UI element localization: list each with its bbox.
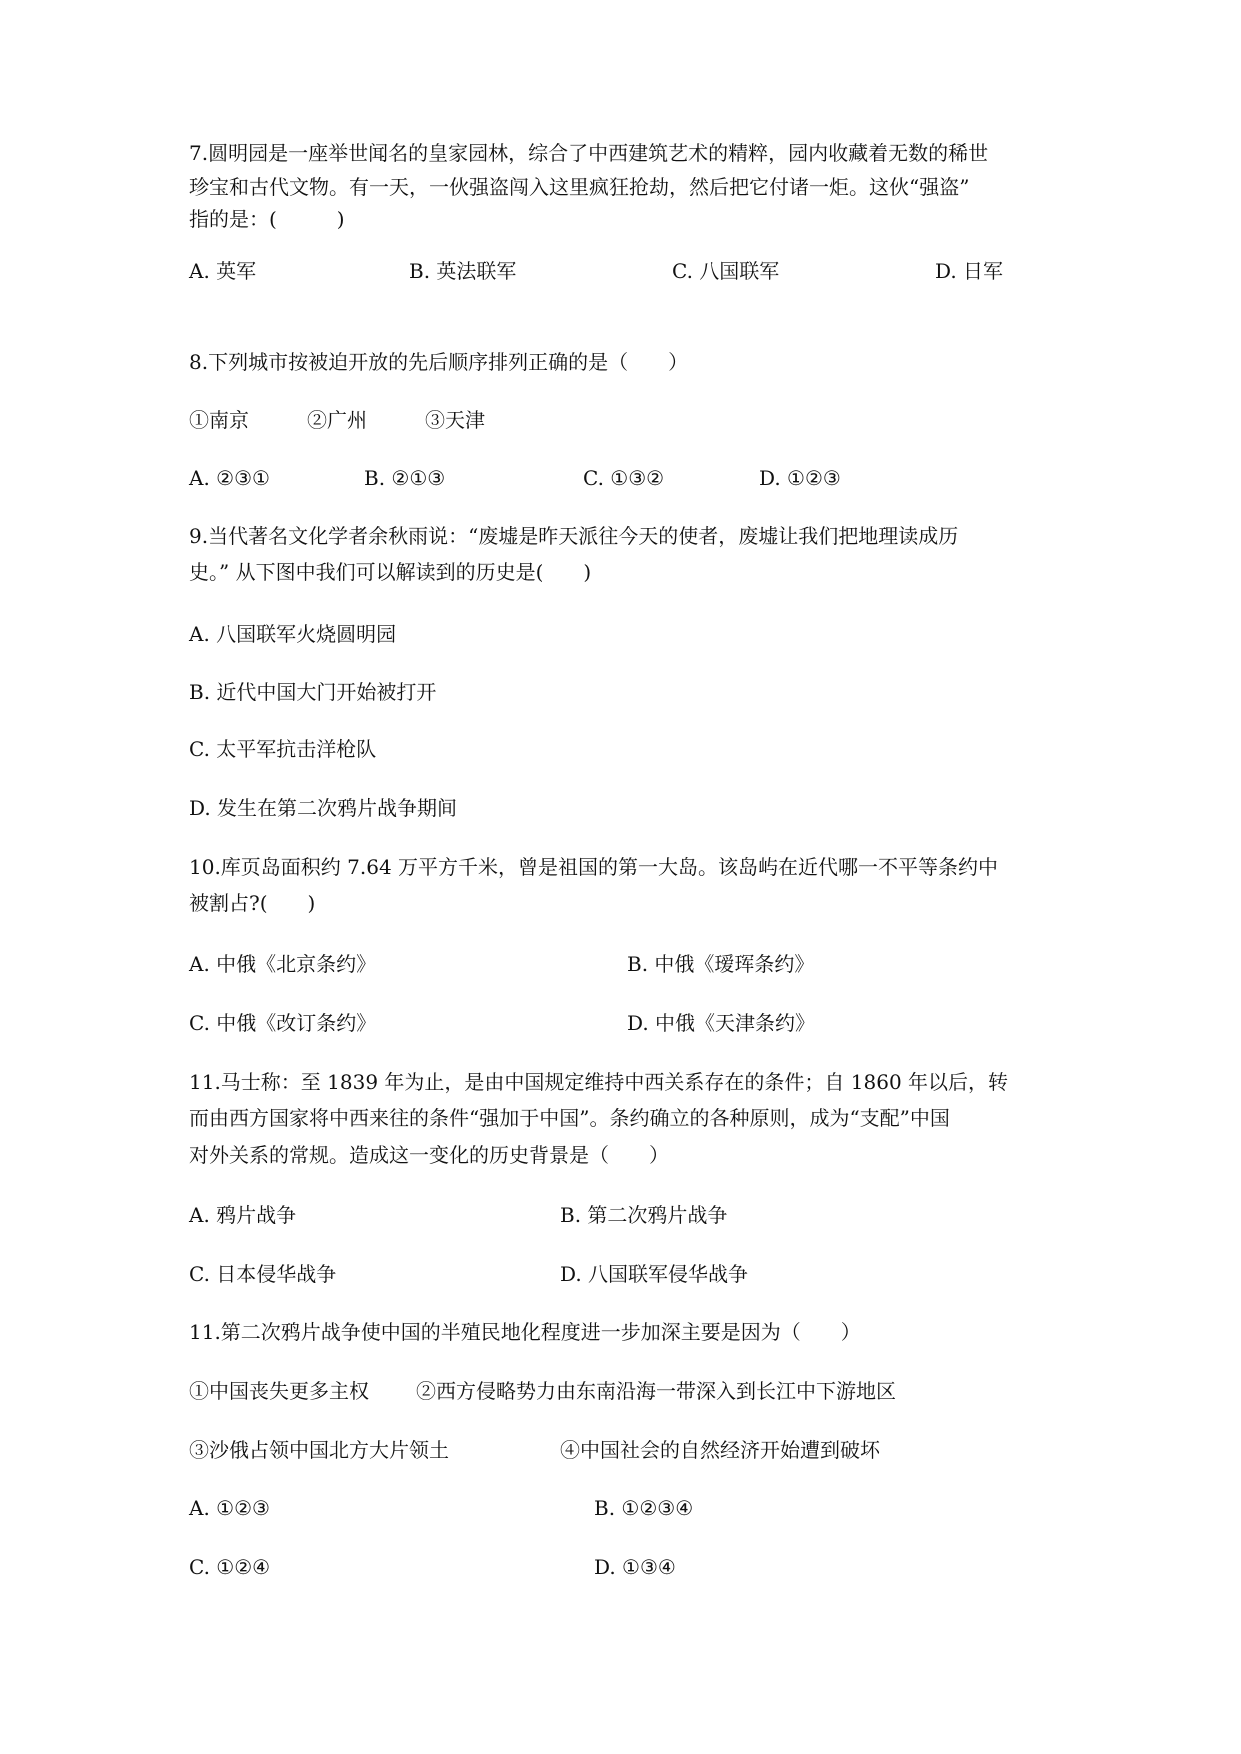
- question-10-option-d: D. 中俄《天津条约》: [627, 1011, 816, 1035]
- question-8-text-line-1: 8.下列城市按被迫开放的先后顺序排列正确的是（ ）: [189, 350, 689, 374]
- question-7-option-c: C. 八国联军: [672, 259, 780, 283]
- question-8-option-b: B. ②①③: [364, 466, 446, 490]
- question-8-option-a: A. ②③①: [189, 466, 270, 490]
- question-11a-text-line-1: 11.马士称：至 1839 年为止，是由中国规定维持中西关系存在的条件；自 1860 年以后，转: [189, 1070, 1009, 1094]
- question-11b-item-1: ①中国丧失更多主权: [189, 1379, 369, 1403]
- question-7-option-b: B. 英法联军: [409, 259, 517, 283]
- question-7-text-line-2: 珍宝和古代文物。有一天，一伙强盗闯入这里疯狂抢劫，然后把它付诸一炬。这伙“强盗”: [189, 175, 970, 199]
- question-9-option-d: D. 发生在第二次鸦片战争期间: [189, 796, 458, 820]
- question-9-option-c: C. 太平军抗击洋枪队: [189, 737, 377, 761]
- question-8-item-1: ①南京: [189, 408, 249, 432]
- question-11b-item-3: ③沙俄占领中国北方大片领土: [189, 1438, 449, 1462]
- question-10-option-a: A. 中俄《北京条约》: [189, 952, 377, 976]
- question-8-item-2: ②广州: [307, 408, 367, 432]
- question-10-text-line-1: 10.库页岛面积约 7.64 万平方千米，曾是祖国的第一大岛。该岛屿在近代哪一不平等条约中: [189, 855, 999, 879]
- question-11a-option-b: B. 第二次鸦片战争: [560, 1203, 728, 1227]
- question-11a-text-line-2: 而由西方国家将中西来往的条件“强加于中国”。条约确立的各种原则，成为“支配”中国: [189, 1106, 950, 1130]
- question-7-option-d: D. 日军: [935, 259, 1004, 283]
- question-11b-option-a: A. ①②③: [189, 1496, 270, 1520]
- question-11a-option-c: C. 日本侵华战争: [189, 1262, 337, 1286]
- question-9-text-line-2: 史。” 从下图中我们可以解读到的历史是( ): [189, 560, 592, 584]
- question-11b-option-c: C. ①②④: [189, 1555, 271, 1579]
- question-9-option-b: B. 近代中国大门开始被打开: [189, 680, 437, 704]
- question-11b-option-b: B. ①②③④: [594, 1496, 694, 1520]
- question-11a-option-d: D. 八国联军侵华战争: [560, 1262, 749, 1286]
- question-9-option-a: A. 八国联军火烧圆明园: [189, 622, 397, 646]
- question-11b-item-2: ②西方侵略势力由东南沿海一带深入到长江中下游地区: [416, 1379, 896, 1403]
- question-10-option-b: B. 中俄《瑷珲条约》: [627, 952, 815, 976]
- question-7-text-line-3: 指的是：( ): [189, 207, 345, 231]
- question-7-option-a: A. 英军: [189, 259, 257, 283]
- question-11b-item-4: ④中国社会的自然经济开始遭到破坏: [560, 1438, 880, 1462]
- question-8-item-3: ③天津: [425, 408, 485, 432]
- question-10-text-line-2: 被割占?( ): [189, 891, 316, 915]
- question-9-text-line-1: 9.当代著名文化学者余秋雨说：“废墟是昨天派往今天的使者，废墟让我们把地理读成历: [189, 524, 959, 548]
- question-11b-option-d: D. ①③④: [594, 1555, 676, 1579]
- question-11a-option-a: A. 鸦片战争: [189, 1203, 297, 1227]
- question-7-text-line-1: 7.圆明园是一座举世闻名的皇家园林，综合了中西建筑艺术的精粹，园内收藏着无数的稀世: [189, 141, 989, 165]
- question-8-option-d: D. ①②③: [759, 466, 841, 490]
- question-10-option-c: C. 中俄《改订条约》: [189, 1011, 377, 1035]
- question-11a-text-line-3: 对外关系的常规。造成这一变化的历史背景是（ ）: [189, 1143, 669, 1167]
- question-11b-text-line-1: 11.第二次鸦片战争使中国的半殖民地化程度进一步加深主要是因为（ ）: [189, 1320, 861, 1344]
- question-8-option-c: C. ①③②: [583, 466, 665, 490]
